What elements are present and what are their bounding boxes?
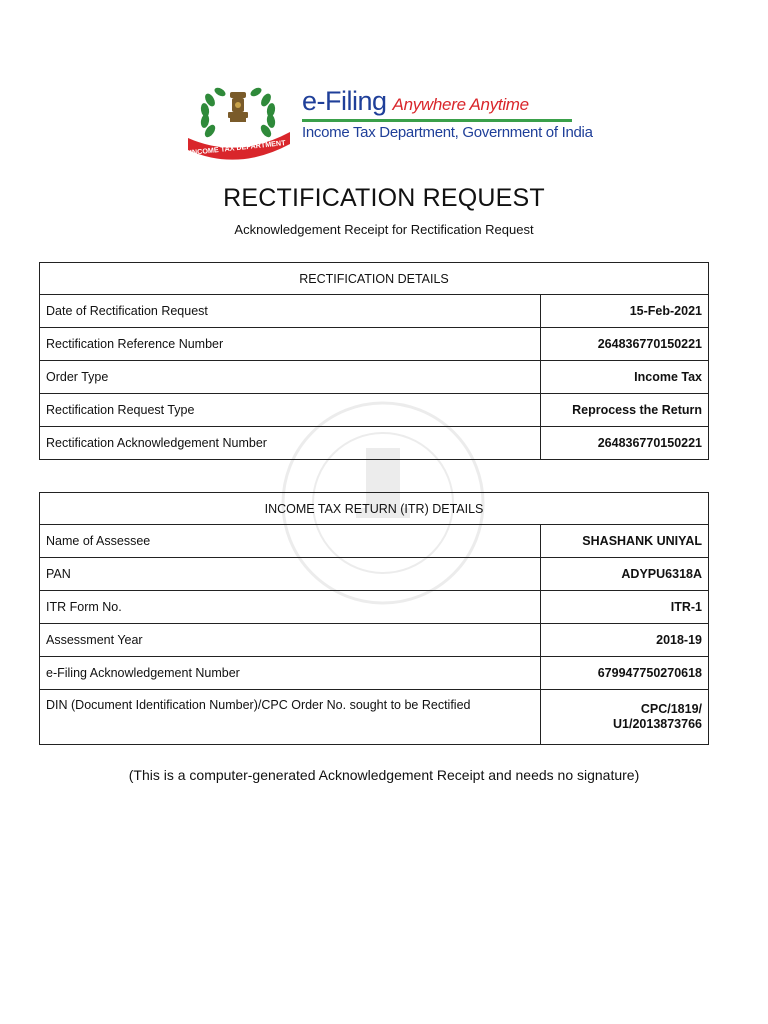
row-label: Rectification Reference Number (40, 328, 541, 361)
brand-block (302, 86, 593, 141)
table-row (40, 657, 709, 690)
table-heading: INCOME TAX RETURN (ITR) DETAILS (40, 493, 709, 525)
row-value-line: U1/2013873766 (613, 717, 702, 731)
row-label: Rectification Request Type (40, 394, 541, 427)
row-label: Date of Rectification Request (40, 295, 541, 328)
row-value: ITR-1 (541, 591, 709, 624)
table-row (40, 295, 709, 328)
page-subtitle: Acknowledgement Receipt for Rectification Request (234, 222, 534, 237)
row-value-line: CPC/1819/ (640, 702, 702, 716)
rectification-details-table (39, 262, 709, 460)
table-row (40, 525, 709, 558)
header (0, 72, 768, 162)
table-row (40, 558, 709, 591)
row-label: Assessment Year (40, 624, 541, 657)
table-row (40, 624, 709, 657)
table-row (40, 427, 709, 460)
table-row (40, 591, 709, 624)
row-label: DIN (Document Identification Number)/CPC Order No. sought to be Rectified (40, 690, 541, 745)
brand-tagline: Anywhere Anytime (392, 95, 529, 114)
row-label: Name of Assessee (40, 525, 541, 558)
row-label: Rectification Acknowledgement Number (40, 427, 541, 460)
row-label: Order Type (40, 361, 541, 394)
row-value: 264836770150221 (541, 427, 709, 460)
row-value: 2018-19 (541, 624, 709, 657)
row-value: 679947750270618 (541, 657, 709, 690)
row-value: 15-Feb-2021 (541, 295, 709, 328)
row-value: SHASHANK UNIYAL (541, 525, 709, 558)
emblem-ribbon-text: INCOME TAX DEPARTMENT (189, 138, 286, 158)
income-tax-emblem-icon (186, 80, 296, 160)
row-label: PAN (40, 558, 541, 591)
row-value: Reprocess the Return (541, 394, 709, 427)
itr-details-table (39, 492, 709, 745)
row-value: Income Tax (541, 361, 709, 394)
footer-note: (This is a computer-generated Acknowledgement Receipt and needs no signature) (128, 767, 640, 783)
row-value (541, 690, 709, 745)
brand-name: e-Filing (302, 86, 387, 116)
row-value: 264836770150221 (541, 328, 709, 361)
row-label: e-Filing Acknowledgement Number (40, 657, 541, 690)
table-row (40, 328, 709, 361)
table-row (40, 394, 709, 427)
department-name: Income Tax Department, Government of India (302, 124, 593, 141)
row-value: ADYPU6318A (541, 558, 709, 591)
table-row (40, 690, 709, 745)
table-heading: RECTIFICATION DETAILS (40, 263, 709, 295)
brand-divider (302, 119, 572, 122)
table-row (40, 361, 709, 394)
page-title: RECTIFICATION REQUEST (223, 184, 545, 212)
row-label: ITR Form No. (40, 591, 541, 624)
